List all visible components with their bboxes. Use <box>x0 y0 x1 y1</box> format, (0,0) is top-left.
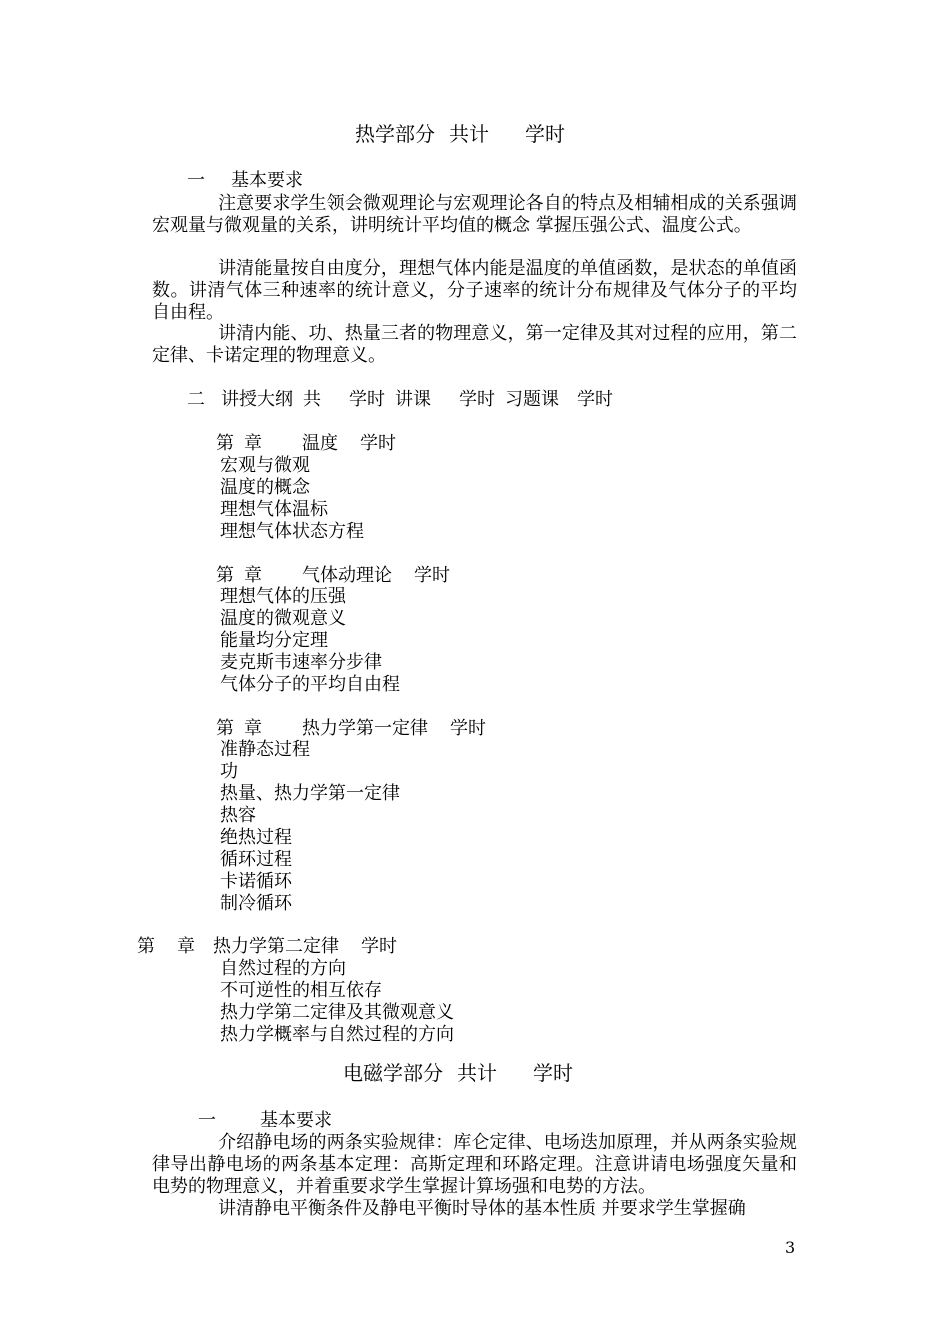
list-item: 理想气体的压强 <box>220 586 346 607</box>
list-item: 功 <box>220 761 238 782</box>
section-label: 基本要求 <box>231 170 303 191</box>
chapter-heading: 第 章 热力学第二定律 学时 <box>137 936 397 957</box>
list-item: 麦克斯韦速率分步律 <box>220 652 382 673</box>
list-item: 不可逆性的相互依存 <box>220 980 382 1001</box>
list-item: 能量均分定理 <box>220 630 328 651</box>
em-req-heading: 一 基本要求 <box>198 1110 332 1131</box>
chapter-heading: 第 章 温度 学时 <box>216 433 396 454</box>
thermo-title <box>355 122 565 146</box>
list-item: 理想气体温标 <box>220 499 328 520</box>
list-item: 热量、热力学第一定律 <box>220 783 400 804</box>
list-item: 热力学概率与自然过程的方向 <box>220 1024 454 1045</box>
chapter-heading: 第 章 气体动理论 学时 <box>216 565 450 586</box>
list-item: 温度的概念 <box>220 477 310 498</box>
list-item: 热力学第二定律及其微观意义 <box>220 1002 454 1023</box>
thermo-title-hours: 学时 <box>525 122 565 146</box>
thermo-paragraph-3: 讲清内能、功、热量三者的物理意义，第一定律及其对过程的应用，第二定律、卡诺定理的物理意义。 <box>152 323 797 366</box>
em-paragraph-2: 讲清静电平衡条件及静电平衡时导体的基本性质 并要求学生掌握确 <box>218 1198 746 1219</box>
em-title: 电磁学部分 共计 学时 <box>343 1061 573 1085</box>
list-item: 理想气体状态方程 <box>220 521 364 542</box>
list-item: 循环过程 <box>220 849 292 870</box>
chapter-heading: 第 章 热力学第一定律 学时 <box>216 718 486 739</box>
outline-heading: 二 讲授大纲 共 学时 讲课 学时 习题课 学时 <box>187 389 613 410</box>
em-paragraph-1: 介绍静电场的两条实验规律：库仑定律、电场迭加原理，并从两条实验规律导出静电场的两条基本定理：高斯定理和环路定理。注意讲请电场强度矢量和电势的物理意义，并着重要求学生掌握计算场强和电势的方法。 <box>152 1132 797 1197</box>
thermo-title-part: 热学部分 <box>355 122 435 146</box>
thermo-req-heading <box>187 170 303 192</box>
thermo-title-total: 共计 <box>449 122 489 146</box>
section-number: 一 <box>187 170 205 191</box>
list-item: 绝热过程 <box>220 827 292 848</box>
page-number: 3 <box>785 1238 796 1257</box>
list-item: 气体分子的平均自由程 <box>220 674 400 695</box>
list-item: 温度的微观意义 <box>220 608 346 629</box>
list-item: 自然过程的方向 <box>220 958 346 979</box>
list-item: 热容 <box>220 805 256 826</box>
list-item: 准静态过程 <box>220 739 310 760</box>
list-item: 宏观与微观 <box>220 455 310 476</box>
list-item: 制冷循环 <box>220 893 292 914</box>
thermo-paragraph-1: 注意要求学生领会微观理论与宏观理论各自的特点及相辅相成的关系强调宏观量与微观量的关系，讲明统计平均值的概念 掌握压强公式、温度公式。 <box>152 193 797 236</box>
list-item: 卡诺循环 <box>220 871 292 892</box>
thermo-paragraph-2: 讲清能量按自由度分，理想气体内能是温度的单值函数，是状态的单值函数。讲清气体三种速率的统计意义，分子速率的统计分布规律及气体分子的平均自由程。 <box>152 258 797 323</box>
